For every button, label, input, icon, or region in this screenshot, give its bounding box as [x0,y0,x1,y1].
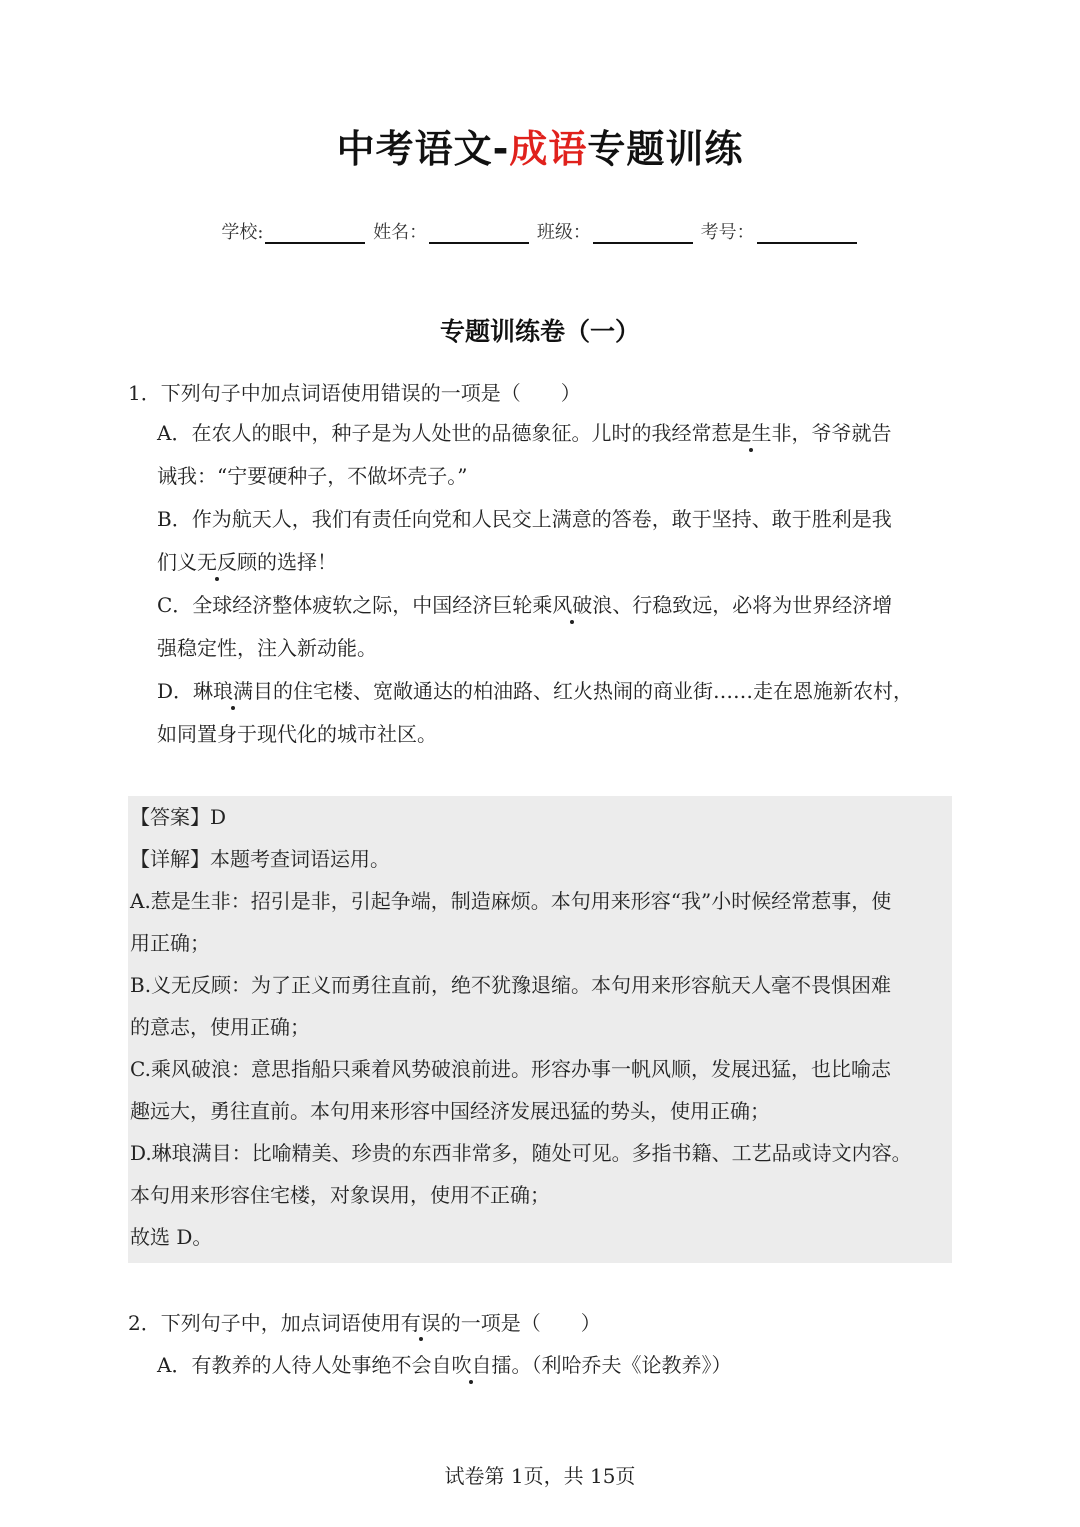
answer-line: 的意志，使用正确； [130,1015,310,1039]
class-label: 班级： [536,222,591,243]
option-d-line1: D．琳琅满目的住宅楼、宽敞通达的柏油路、红火热闹的商业街……走在恩施新农村， [157,670,913,713]
section-title: 专题训练卷（一） [439,317,640,346]
page-footer: 试卷第 1页，共 15页 [444,1464,636,1488]
school-blank[interactable] [265,224,365,244]
question-1-stem: 1．下列句子中加点词语使用错误的一项是（ ） [128,381,581,405]
option-b-line1: B．作为航天人，我们有责任向党和人民交上满意的答卷，敢于坚持、敢于胜利是我 [157,507,892,531]
school-label: 学校: [221,222,264,243]
answer-line: 本句用来形容住宅楼，对象误用，使用不正确； [130,1183,550,1207]
answer-line: 趣远大，勇往直前。本句用来形容中国经济发展迅猛的势头，使用正确； [130,1099,770,1123]
option-a-line1: A．在农人的眼中，种子是为人处世的品德象征。儿时的我经常惹是生非，爷爷就告 [157,412,913,455]
answer-line: D.琳琅满目：比喻精美、珍贵的东西非常多，随处可见。多指书籍、工艺品或诗文内容。 [130,1141,912,1165]
option-b-line2: 们义无反顾的选择！ [157,541,913,584]
question-2-option-a: A．有教养的人待人处事绝不会自吹自擂。（利哈乔夫《论教养》） [157,1344,731,1387]
option-a-line2: 诫我：“宁要硬种子，不做坏壳子。” [157,464,468,488]
dotted-word: 乘风破浪 [532,584,612,627]
page-title: 中考语文-成语专题训练 [336,127,744,171]
name-blank[interactable] [429,224,529,244]
class-blank[interactable] [593,224,693,244]
question-1-options [157,412,913,756]
dotted-word: 琳琅满目 [193,670,273,713]
dotted-word: 自吹自擂 [431,1344,511,1387]
answer-line: A.惹是生非：招引是非，引起争端，制造麻烦。本句用来形容“我”小时候经常惹事，使 [130,889,892,913]
dotted-word: 义无反顾 [177,541,257,584]
exam-no-label: 考号： [700,222,755,243]
student-info-row [0,218,1080,244]
dotted-word: 惹是生非 [711,412,791,455]
answer-line: C.乘风破浪：意思指船只乘着风势破浪前进。形容办事一帆风顺，发展迅猛，也比喻志 [130,1057,891,1081]
answer-line: 【答案】D [130,805,227,829]
answer-line: 故选 D。 [130,1225,213,1249]
exam-no-blank[interactable] [757,224,857,244]
question-2-stem: 2．下列句子中，加点词语使用有误的一项是（ ） [128,1302,601,1344]
answer-line: 用正确； [130,931,210,955]
option-d-line2: 如同置身于现代化的城市社区。 [157,722,437,746]
answer-line: B.义无反顾：为了正义而勇往直前，绝不犹豫退缩。本句用来形容航天人毫不畏惧困难 [130,973,892,997]
answer-box [128,796,952,1263]
option-c-line1: C．全球经济整体疲软之际，中国经济巨轮乘风破浪、行稳致远，必将为世界经济增 [157,584,913,627]
name-label: 姓名： [373,222,428,243]
dotted-word: 有误 [401,1302,441,1344]
option-c-line2: 强稳定性，注入新动能。 [157,636,377,660]
answer-line: 【详解】本题考查词语运用。 [130,847,390,871]
